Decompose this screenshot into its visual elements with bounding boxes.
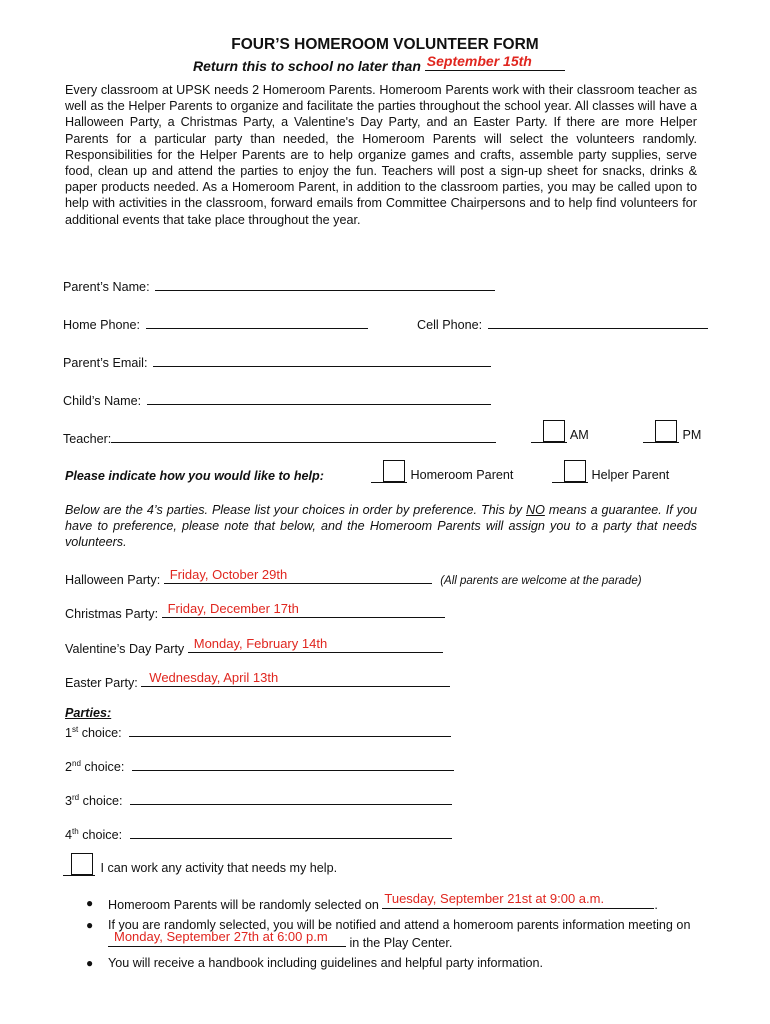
help-prompt: Please indicate how you would like to help: [65, 469, 324, 483]
intro-paragraph: Every classroom at UPSK needs 2 Homeroom Parents. Homeroom Parents work with their classroom teacher as well as the Helper Parents to organize and facilitate the parties throughout the school year. All classes will have a Halloween Party, a Christmas Party, a Valentine's Day Party, and an Easter Party. If there are more Helper Parents for a particular party than needed, the Homeroom Parents will select the volunteers randomly. Responsibilities for the Helper Parents are to help organize games and crafts, assemble party supplies, serve food, clean up and attend the parties to enjoy the fun. Teachers will post a sign-up sheet for snacks, drinks & paper products needed. As a Homeroom Parent, in addition to the classroom parties, you may be called upon to help with activities in the classroom, forward emails from Committee Chairpersons and to help find volunteers for additional events that take place throughout the year. [65, 83, 697, 227]
am-checkbox[interactable] [543, 420, 565, 442]
party-date-field[interactable] [188, 638, 443, 653]
selection-date-field: Tuesday, September 21st at 9:00 a.m. [382, 895, 654, 909]
teacher-input[interactable] [111, 429, 496, 443]
apple-bullet-icon: ● [86, 918, 94, 932]
cell-phone-row [417, 315, 708, 332]
apple-bullet-icon: ● [86, 896, 94, 910]
parade-note: (All parents are welcome at the parade) [440, 575, 642, 587]
party-label: Easter Party: [65, 676, 138, 690]
info-bullets [86, 891, 706, 975]
child-name-input[interactable] [147, 391, 491, 405]
parent-email-row [63, 353, 491, 370]
party-date: Monday, February 14th [193, 636, 328, 651]
choice-input[interactable] [132, 757, 454, 771]
list-item: ● You will receive a handbook including guidelines and helpful party information. [86, 956, 544, 970]
party-date: Wednesday, April 13th [149, 670, 279, 685]
party-date: Friday, December 17th [167, 601, 299, 616]
party-label: Halloween Party: [65, 573, 161, 587]
home-phone-input[interactable] [146, 315, 368, 329]
return-label: Return this to school no later than [193, 58, 421, 74]
party-row-valentines [65, 638, 443, 656]
parent-name-row [63, 277, 495, 294]
choice-input[interactable] [129, 723, 451, 737]
parent-email-input[interactable] [153, 353, 491, 367]
home-phone-row [63, 315, 368, 332]
teacher-row [63, 429, 496, 446]
choice-row: 4th choice: [65, 825, 452, 842]
pm-checkbox[interactable] [655, 420, 677, 442]
homeroom-label: Homeroom Parent [410, 468, 514, 482]
child-name-label: Child’s Name: [63, 394, 142, 408]
am-label: AM [569, 428, 589, 442]
any-activity-checkbox[interactable] [71, 853, 93, 875]
party-date-field[interactable] [141, 672, 450, 687]
pm-label: PM [682, 428, 702, 442]
list-item: ● Homeroom Parents will be randomly selected on Tuesday, September 21st at 9:00 a.m. . [86, 891, 658, 912]
list-item: ● If you are randomly selected, you will be notified and attend a homeroom parents information meeting on Monday, September 27th at 6:00 p.m in the Play Center. [86, 918, 691, 950]
parties-note: Below are the 4’s parties. Please list your choices in order by preference. This by NO means a guarantee. If you have to preference, please note that below, and the Homeroom Parents will assign you to a party that needs volunteers. [65, 503, 697, 549]
any-activity-option [63, 853, 337, 876]
any-activity-label: I can work any activity that needs my help. [100, 861, 338, 875]
form-title: FOUR’S HOMEROOM VOLUNTEER FORM [231, 36, 539, 53]
return-date: September 15th [426, 53, 532, 69]
choice-input[interactable] [130, 825, 452, 839]
cell-phone-label: Cell Phone: [417, 318, 483, 332]
parent-name-label: Parent’s Name: [63, 280, 150, 294]
party-date: Friday, October 29th [169, 567, 288, 582]
pm-option [643, 420, 701, 443]
party-row-christmas [65, 603, 445, 621]
choice-row: 1st choice: [65, 723, 451, 740]
return-date-field[interactable] [425, 53, 565, 71]
helper-checkbox[interactable] [564, 460, 586, 482]
choice-row: 3rd choice: [65, 791, 452, 808]
apple-bullet-icon: ● [86, 956, 94, 970]
parties-heading: Parties: [65, 706, 112, 720]
home-phone-label: Home Phone: [63, 318, 141, 332]
party-label: Valentine’s Day Party [65, 642, 185, 656]
teacher-label: Teacher: [63, 432, 112, 446]
helper-option [552, 460, 669, 483]
party-date-field[interactable] [164, 569, 432, 584]
choice-input[interactable] [130, 791, 452, 805]
homeroom-option [371, 460, 513, 483]
party-date-field[interactable] [162, 603, 445, 618]
helper-label: Helper Parent [591, 468, 670, 482]
homeroom-checkbox[interactable] [383, 460, 405, 482]
meeting-date-field: Monday, September 27th at 6:00 p.m [108, 933, 346, 947]
parent-email-label: Parent’s Email: [63, 356, 148, 370]
party-row-halloween [65, 569, 642, 587]
choice-row: 2nd choice: [65, 757, 454, 774]
parent-name-input[interactable] [155, 277, 495, 291]
am-option [531, 420, 589, 443]
return-deadline [193, 53, 565, 74]
child-name-row [63, 391, 491, 408]
party-label: Christmas Party: [65, 607, 159, 621]
party-row-easter [65, 672, 450, 690]
cell-phone-input[interactable] [488, 315, 708, 329]
